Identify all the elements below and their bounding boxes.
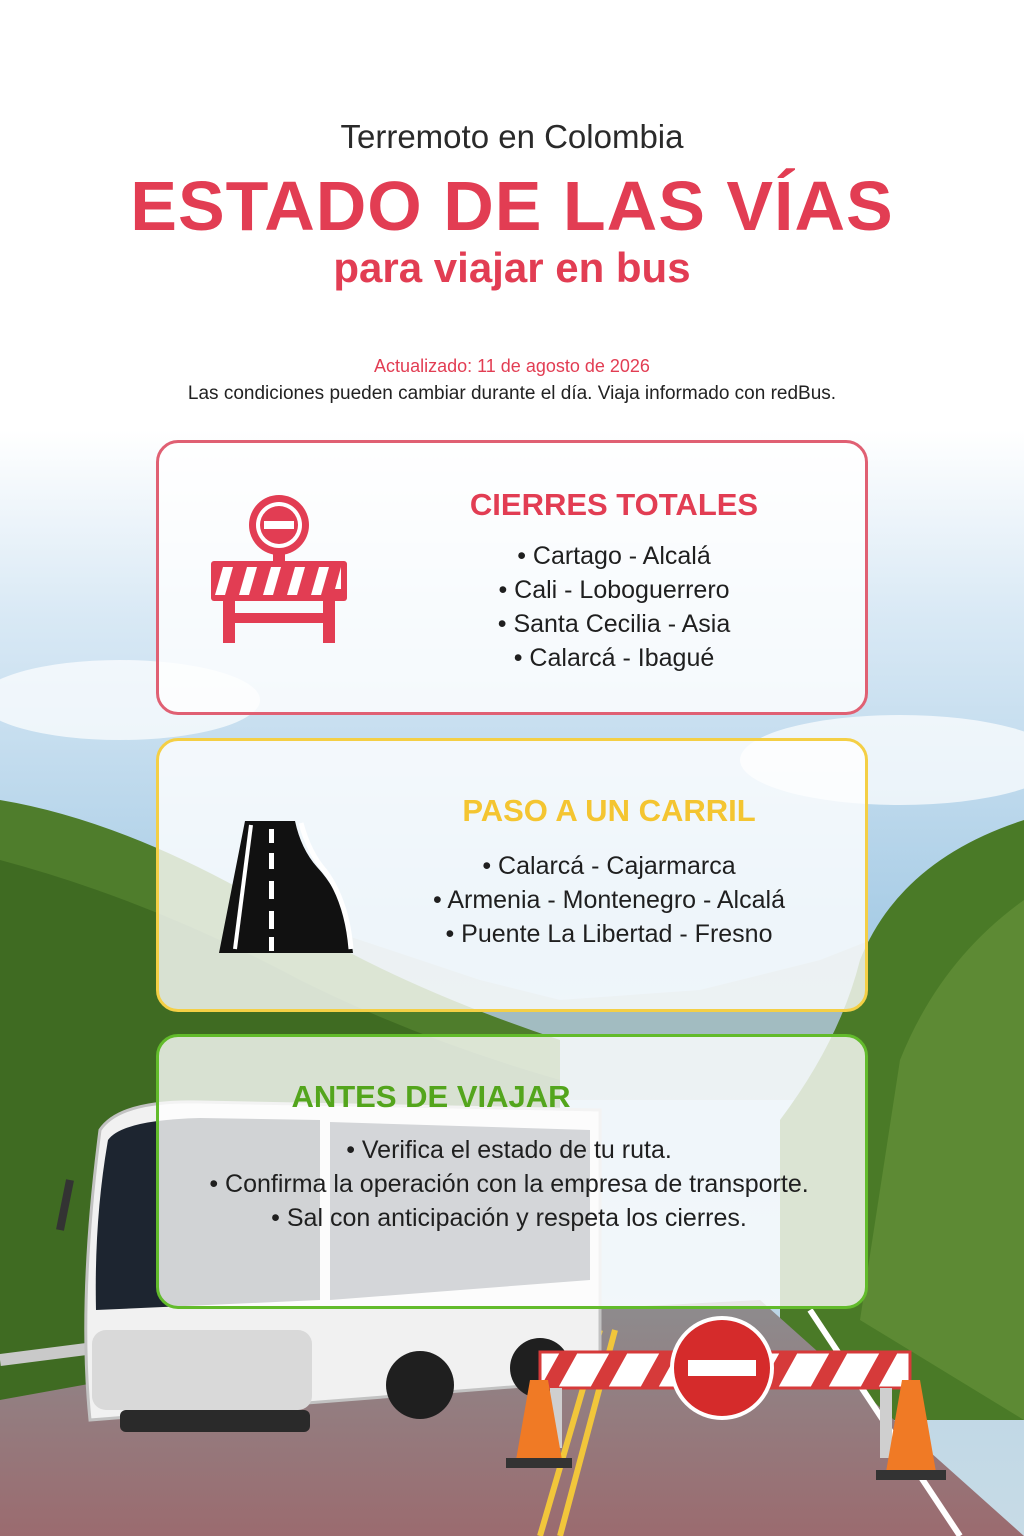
list-item: • Cartago - Alcalá — [517, 542, 711, 570]
one-lane-list — [349, 849, 869, 951]
list-item: • Calarcá - Ibagué — [513, 644, 715, 672]
list-item: • Puente La Libertad - Fresno — [445, 920, 773, 948]
list-item: • Calarcá - Cajarmarca — [482, 852, 736, 880]
one-lane-card — [156, 738, 868, 1012]
page-title: ESTADO DE LAS VÍAS — [130, 167, 894, 245]
before-travel-title: ANTES DE VIAJAR — [291, 1079, 571, 1114]
list-item: • Confirma la operación con la empresa de transporte. — [209, 1170, 809, 1198]
road-barrier-icon — [209, 493, 349, 643]
list-item: • Santa Cecilia - Asia — [497, 610, 731, 638]
page-subtitle: para viajar en bus — [333, 244, 691, 291]
road-lane-icon — [217, 819, 355, 955]
closures-list — [409, 539, 819, 675]
headline-kicker: Terremoto en Colombia — [340, 118, 684, 155]
list-item: • Armenia - Montenegro - Alcalá — [433, 886, 785, 914]
list-item: • Verifica el estado de tu ruta. — [346, 1136, 672, 1164]
closures-card — [156, 440, 868, 715]
one-lane-title: PASO A UN CARRIL — [462, 793, 756, 828]
before-travel-list — [199, 1133, 819, 1235]
list-item: • Sal con anticipación y respeta los cierres. — [271, 1204, 747, 1232]
closures-title: CIERRES TOTALES — [469, 487, 759, 522]
list-item: • Cali - Loboguerrero — [498, 576, 730, 604]
updated-date: Actualizado: 11 de agosto de 2026 — [374, 356, 650, 376]
before-travel-card — [156, 1034, 868, 1309]
advisory-note: Las condiciones pueden cambiar durante el día. Viaja informado con redBus. — [187, 383, 837, 404]
